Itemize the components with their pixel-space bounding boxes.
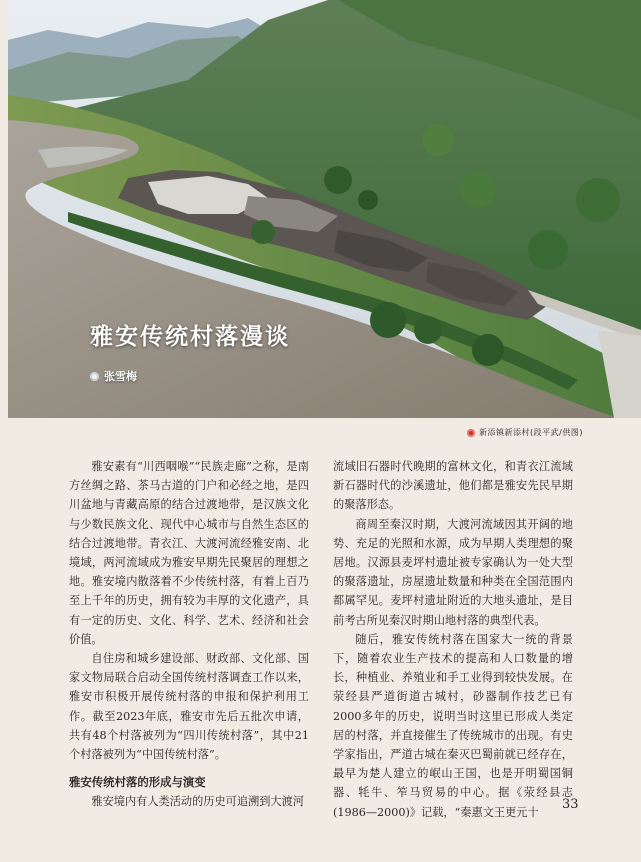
section-heading: 雅安传统村落的形成与演变 [69, 775, 206, 790]
photo-caption [467, 427, 583, 438]
paragraph: 随后，雅安传统村落在国家大一统的背景下，随着农业生产技术的提高和人口数量的增长，种植业、养殖业和手工业得到较快发展。在荥经县严道街道古城村，砂器制作技艺已有2000多年的历史，说明当时这里已形成人类定居的村落，并直接催生了传统城市的出现。有史学家指出，严道古城在秦灭巴蜀前就已经存在，最早为楚人建立的岷山王国，也是开明蜀国铜器、牦牛、笮马贸易的中心。据《荥经县志(1986—2000)》记载，“秦惠文王更元十 [333, 632, 573, 819]
paragraph: 雅安境内有人类活动的历史可追溯到大渡河 [91, 795, 304, 809]
author-name: 张雪梅 [104, 370, 137, 383]
village-landscape-image [8, 0, 641, 418]
photo-caption-text: 新添镇新添村(段平武/供图) [479, 428, 583, 437]
paragraph: 商周至秦汉时期，大渡河流域因其开阔的地势、充足的光照和水源，成为早期人类理想的聚居地。汉源县麦坪村遗址被专家确认为一处大型的聚落遗址，房屋遗址数量和种类在全国范围内都属罕见。麦坪村遗址附近的大地头遗址，是目前考古所见秦汉时期山地村落的典型代表。 [333, 517, 573, 627]
paragraph: 流域旧石器时代晚期的富林文化，和青衣江流域新石器时代的沙溪遗址，他们都是雅安先民早期的聚落形态。 [333, 460, 573, 512]
article-column-left [69, 457, 309, 811]
page-number: 33 [562, 797, 579, 812]
hero-photo [8, 0, 641, 418]
bullet-icon [90, 372, 99, 381]
article-title: 雅安传统村落漫谈 [90, 324, 290, 350]
paragraph: 自住房和城乡建设部、财政部、文化部、国家文物局联合启动全国传统村落调查工作以来，雅安市积极开展传统村落的申报和保护利用工作。截至2023年底，雅安市先后五批次申请，共有48个村落被列为“四川传统村落”，其中21个村落被列为“中国传统村落”。 [69, 652, 309, 762]
caption-dot-icon [467, 429, 475, 437]
article-column-right [333, 457, 573, 822]
paragraph: 雅安素有“川西咽喉”“民族走廊”之称，是南方丝绸之路、茶马古道的门户和必经之地，是四川盆地与青藏高原的结合过渡地带，是汉族文化与少数民族文化、现代中心城市与自然生态区的结合过渡地带。青衣江、大渡河流经雅安南、北境域，两河流域成为雅安早期先民聚居的理想之地。雅安境内散落着不少传统村落，有着上百乃至上千年的历史，拥有较为丰厚的文化遗产，具有一定的历史、文化、科学、艺术、经济和社会价值。 [69, 460, 309, 646]
article-author [90, 368, 137, 384]
